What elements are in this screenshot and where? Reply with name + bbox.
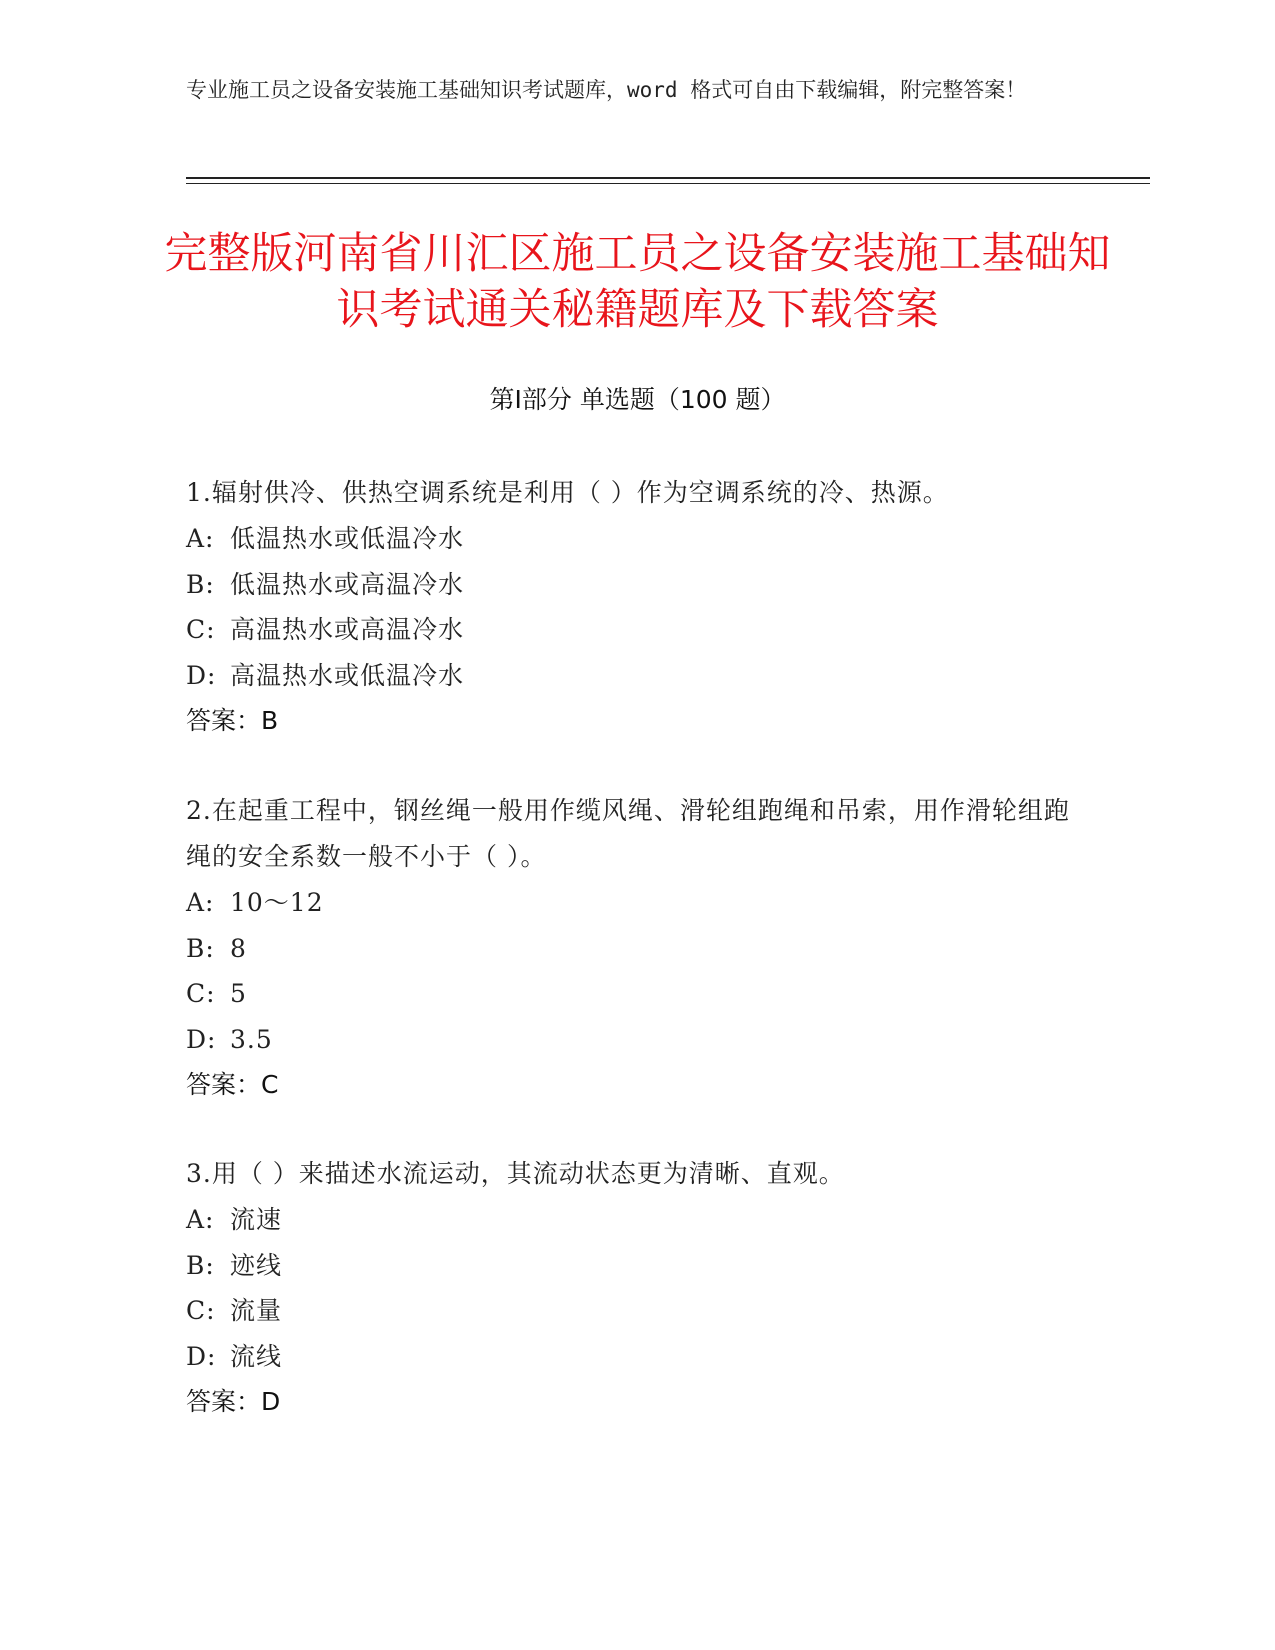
- option-text: 10～12: [230, 888, 324, 917]
- option-key: D:: [186, 1341, 217, 1371]
- option-key: C:: [186, 615, 216, 644]
- document-title: 完整版河南省川汇区施工员之设备安装施工基础知识考试通关秘籍题库及下载答案: [164, 229, 1111, 335]
- question-stem: 1.辐射供冷、供热空调系统是利用（ ）作为空调系统的冷、热源。: [186, 478, 949, 507]
- option-d: [186, 653, 1086, 699]
- option-key: A:: [186, 888, 215, 917]
- option-b: [186, 562, 1086, 608]
- answer-line: 答案：B: [186, 706, 279, 735]
- option-text: 迹线: [230, 1250, 283, 1280]
- option-key: D:: [186, 1024, 217, 1054]
- option-d: [186, 1017, 1086, 1063]
- option-text: 流速: [230, 1205, 283, 1234]
- option-key: B:: [186, 933, 215, 963]
- header-note: 专业施工员之设备安装施工基础知识考试题库，word 格式可自由下载编辑，附完整答案！: [186, 78, 1027, 102]
- option-a: [186, 880, 1086, 926]
- answer-line: 答案：D: [186, 1387, 281, 1416]
- option-key: A:: [186, 524, 215, 553]
- answer-line: 答案：C: [186, 1070, 279, 1099]
- option-text: 低温热水或低温冷水: [230, 524, 465, 553]
- option-key: D:: [186, 660, 217, 690]
- question-1: [186, 470, 1086, 744]
- option-key: C:: [186, 979, 216, 1008]
- option-text: 高温热水或低温冷水: [230, 660, 465, 690]
- option-b: [186, 926, 1086, 972]
- option-c: [186, 1288, 1086, 1334]
- option-a: [186, 516, 1086, 562]
- option-text: 3.5: [230, 1024, 273, 1054]
- option-c: [186, 971, 1086, 1017]
- option-key: B:: [186, 569, 215, 599]
- option-b: [186, 1243, 1086, 1289]
- question-2: [186, 788, 1086, 1108]
- option-d: [186, 1334, 1086, 1380]
- header-divider-thick: [186, 177, 1150, 179]
- option-key: A:: [186, 1205, 215, 1234]
- option-text: 流量: [230, 1296, 283, 1325]
- option-text: 低温热水或高温冷水: [230, 569, 465, 599]
- section-heading: 第Ⅰ部分 单选题（100 题）: [489, 385, 786, 414]
- question-stem: 2.在起重工程中，钢丝绳一般用作缆风绳、滑轮组跑绳和吊索，用作滑轮组跑绳的安全系数一般不小于（ ）。: [186, 796, 1070, 871]
- option-text: 高温热水或高温冷水: [230, 615, 465, 644]
- option-text: 流线: [230, 1341, 283, 1371]
- option-a: [186, 1197, 1086, 1243]
- question-stem: 3.用（ ）来描述水流运动，其流动状态更为清晰、直观。: [186, 1159, 845, 1188]
- option-key: C:: [186, 1296, 216, 1325]
- option-c: [186, 607, 1086, 653]
- header-divider-thin: [186, 183, 1150, 184]
- option-key: B:: [186, 1250, 215, 1280]
- option-text: 5: [230, 979, 247, 1008]
- option-text: 8: [230, 933, 247, 963]
- question-3: [186, 1151, 1086, 1425]
